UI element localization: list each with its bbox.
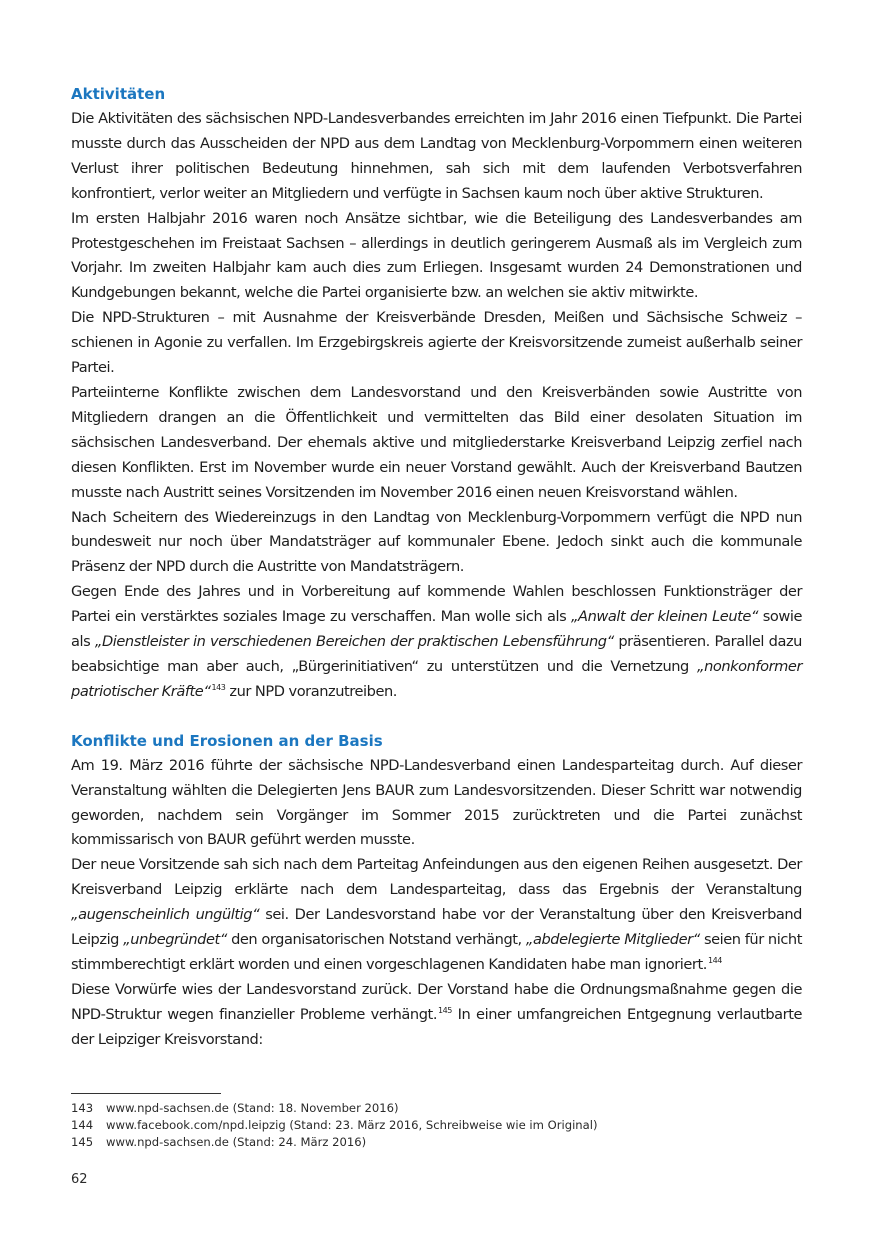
text-run: Der neue Vorsitzende sah sich nach dem Parteitag Anfeindungen aus den eigenen Reihen ausgesetzt. Der Kreisverband Leipzig erklärte nach dem Landesparteitag, dass das Ergebnis der Veranstaltung bbox=[71, 856, 802, 899]
footnote bbox=[71, 1134, 802, 1151]
paragraph: Die Aktivitäten des sächsischen NPD-Landesverbandes erreichten im Jahr 2016 einen Tiefpunkt. Die Partei musste durch das Ausscheiden der NPD aus dem Landtag von Mecklenburg-Vorpommern einen weiteren Verlust ihrer politischen Bedeutung hinnehmen, sah sich mit dem laufenden Verbotsverfahren konfrontiert, verlor weiter an Mitgliedern und verfügte in Sachsen kaum noch über aktive Strukturen. bbox=[71, 110, 802, 202]
text-run: den organisatorischen Notstand verhängt, bbox=[226, 931, 526, 949]
footnote-number: 144 bbox=[71, 1118, 94, 1132]
footnote-ref-145[interactable]: 145 bbox=[438, 1005, 452, 1015]
quote: „augenscheinlich ungültig“ bbox=[71, 906, 260, 924]
text-run: zur NPD voranzutreiben. bbox=[225, 682, 397, 700]
paragraph: Parteiinterne Konflikte zwischen dem Landesvorstand und den Kreisverbänden sowie Austritte von Mitgliedern drangen an die Öffentlichkeit und vermittelten das Bild einer desolaten Situation im sächsischen Landesverband. Der ehemals aktive und mitgliederstarke Kreisverband Leipzig zerfiel nach diesen Konflikten. Erst im November wurde ein neuer Vorstand gewählt. Auch der Kreisverband Bautzen musste nach Austritt seines Vorsitzenden im November 2016 einen neuen Kreisvorstand wählen. bbox=[71, 383, 802, 501]
footnote bbox=[71, 1117, 802, 1134]
quote: „abdelegierte Mitglieder“ bbox=[525, 931, 700, 949]
paragraph: Die NPD-Strukturen – mit Ausnahme der Kreisverbände Dresden, Meißen und Sächsische Schweiz – schienen in Agonie zu verfallen. Im Erzgebirgskreis agierte der Kreisvorsitzende zumeist außerhalb seiner Partei. bbox=[71, 309, 802, 377]
text-run: sei. Der Landesvorstand habe vor der Veranstaltung über den Kreisverband Leipzig bbox=[71, 906, 802, 949]
footnote-text: www.npd-sachsen.de (Stand: 24. März 2016) bbox=[106, 1135, 367, 1149]
text-run: Gegen Ende des Jahres und in Vorbereitung auf kommende Wahlen beschlossen Funktionsträger der Partei ein verstärktes soziales Image zu verschaffen. Man wolle sich als bbox=[71, 583, 802, 626]
footnote-text: www.facebook.com/npd.leipzig (Stand: 23. März 2016, Schreibweise wie im Original) bbox=[106, 1118, 598, 1132]
footnote-divider bbox=[71, 1093, 221, 1094]
text-run: seien für nicht stimmberechtigt erklärt worden und einen vorgeschlagenen Kandidaten habe man ignoriert. bbox=[71, 931, 802, 973]
text-run: In einer umfangreichen Entgegnung verlautbarte der Leipziger Kreisvorstand: bbox=[71, 1005, 802, 1048]
footnote bbox=[71, 1100, 802, 1117]
quote: „unbegründet“ bbox=[123, 931, 227, 949]
text-run: präsentieren. Parallel dazu beabsichtige man aber auch, „Bürgerinitiativen“ zu unterstützen und die Vernetzung bbox=[71, 633, 802, 675]
footnote-ref-144[interactable]: 144 bbox=[707, 956, 722, 965]
paragraph: Im ersten Halbjahr 2016 waren noch Ansätze sichtbar, wie die Beteiligung des Landesverbandes am Protestgeschehen im Freistaat Sachsen – allerdings in deutlich geringerem Ausmaß als im Vergleich zum Vorjahr. Im zweiten Halbjahr kam auch dies zum Erliegen. Insgesamt wurden 24 Demonstrationen und Kundgebungen bekannt, welche die Partei organisierte bzw. an welchen sie aktiv mitwirkte. bbox=[71, 209, 802, 302]
footnote-text: www.npd-sachsen.de (Stand: 18. November 2016) bbox=[106, 1101, 399, 1115]
text-run: sowie als bbox=[71, 608, 803, 651]
footnote-ref-143[interactable]: 143 bbox=[211, 682, 226, 692]
footnotes bbox=[71, 1093, 802, 1151]
section-heading-konflikte: Konflikte und Erosionen an der Basis bbox=[71, 731, 383, 750]
section-gap bbox=[71, 705, 802, 729]
paragraph: Nach Scheitern des Wiedereinzugs in den Landtag von Mecklenburg-Vorpommern verfügt die NPD nun bundesweit nur noch über Mandatsträger auf kommunaler Ebene. Jedoch sinkt auch die kommunale Präsenz der NPD durch die Austritte von Mandatsträgern. bbox=[71, 508, 802, 576]
paragraph bbox=[71, 580, 802, 705]
paragraph bbox=[71, 853, 802, 978]
text-run: Diese Vorwürfe wies der Landesvorstand zurück. Der Vorstand habe die Ordnungsmaßnahme gegen die NPD-Struktur wegen finanzieller Probleme verhängt. bbox=[71, 980, 802, 1023]
main-content bbox=[71, 82, 802, 1053]
footnote-number: 145 bbox=[71, 1135, 94, 1149]
quote: „Dienstleister in verschiedenen Bereichen der praktischen Lebensführung“ bbox=[94, 633, 614, 651]
quote: „Anwalt der kleinen Leute“ bbox=[570, 608, 759, 626]
section-heading-aktivitaeten: Aktivitäten bbox=[71, 85, 166, 103]
quote: „nonkonformer patriotischer Kräfte“ bbox=[71, 657, 802, 700]
page-number: 62 bbox=[71, 1172, 88, 1187]
paragraph bbox=[71, 978, 802, 1053]
footnote-number: 143 bbox=[71, 1101, 94, 1115]
paragraph: Am 19. März 2016 führte der sächsische NPD-Landesverband einen Landesparteitag durch. Auf dieser Veranstaltung wählten die Delegierten Jens BAUR zum Landesvorsitzenden. Dieser Schritt war notwendig geworden, nachdem sein Vorgänger im Sommer 2015 zurücktreten und die Partei zunächst kommissarisch von BAUR geführt werden musste. bbox=[71, 756, 802, 849]
